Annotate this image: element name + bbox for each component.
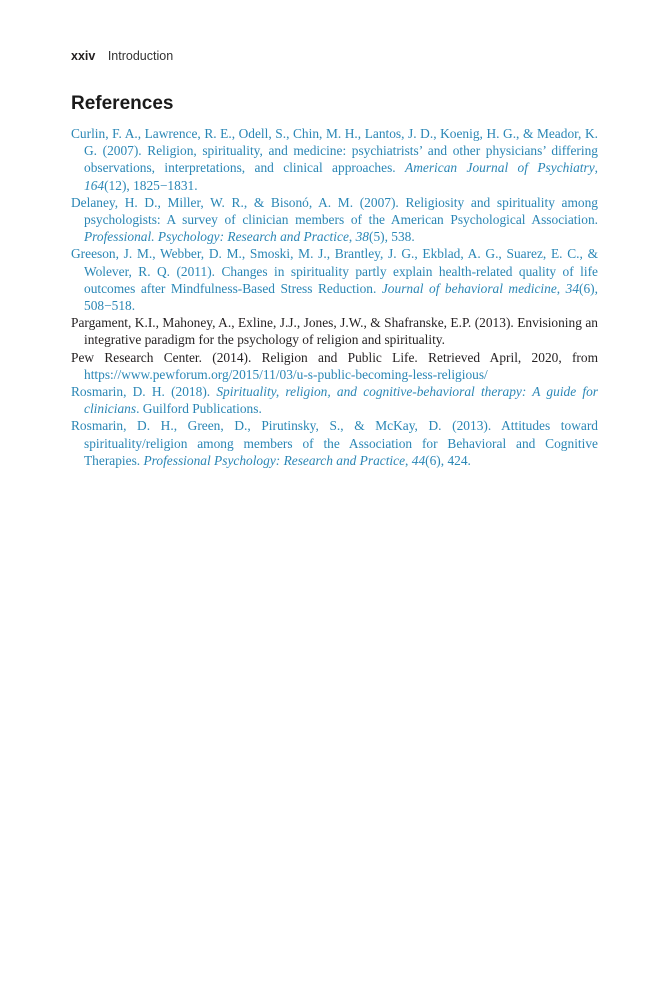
reference-journal: Journal of behavioral medicine [381,280,557,296]
reference-volume: 34 [565,280,580,296]
reference-issue-pages: (5), 538. [368,229,415,245]
reference-greeson-2011[interactable]: Greeson, J. M., Webber, D. M., Smoski, M. J., Brantley, J. G., Ekblad, A. G., Suarez, E. C., & Wolever, R. Q. (2011). Changes in spirituality partly explain health-related quality of life outcomes after Mindfulness-Based Stress Reduction. Journal of behavioral medicine, 34(6), 508−518. [71,246,598,314]
reference-authors: Rosmarin, D. H. (2018). [71,384,211,400]
reference-book-title: Spirituality, religion, and cognitive-behavioral therapy: A guide for clinicians [84,384,599,417]
reference-rosmarin-2018[interactable] [71,383,598,417]
reference-authors: Delaney, H. D., Miller, W. R., & Bisonó, A. M. (2007). [71,194,399,210]
section-title: Introduction [107,49,174,63]
reference-issue-pages: (6), 508−518. [84,280,598,314]
reference-journal: Professional. Psychology: Research and Practice [84,229,349,245]
reference-title: Religion, spirituality, and medicine: psychiatrists’ and other physicians’ differing observations, interpretations, and clinical approaches. [84,143,598,176]
reference-rosmarin-2013[interactable]: Rosmarin, D. H., Green, D., Pirutinsky, S., & McKay, D. (2013). Attitudes toward spirituality/religion among members of the Association for Behavioral and Cognitive Therapies. Professional Psychology: Research and Practice, 44(6), 424. [71,418,598,468]
reference-authors: Curlin, F. A., Lawrence, R. E., Odell, S., Chin, M. H., Lantos, J. D., Koenig, H. G., & Meador, K. G. (2007). [71,126,598,159]
page-number: xxiv [71,49,96,63]
reference-pew-2014 [71,349,598,383]
reference-authors: Greeson, J. M., Webber, D. M., Smoski, M. J., Brantley, J. G., Ekblad, A. G., Suarez, E. C., & Wolever, R. Q. (2011). [71,246,598,279]
reference-title: Changes in spirituality partly explain health-related quality of life outcomes after Mindfulness-Based Stress Reduction. [84,263,598,296]
reference-title: Attitudes toward spirituality/religion among members of the Association for Behavioral and Cognitive Therapies. [84,418,598,468]
reference-volume: 38 [355,229,369,245]
reference-issue-pages: (12), 1825−1831. [104,177,198,193]
reference-title: Religiosity and spirituality among psychologists: A survey of clinician members of the American Psychological Association. [84,194,599,228]
reference-authors: Rosmarin, D. H., Green, D., Pirutinsky, S., & McKay, D. (2013). [71,418,492,434]
reference-curlin-2007[interactable]: Curlin, F. A., Lawrence, R. E., Odell, S., Chin, M. H., Lantos, J. D., Koenig, H. G., & Meador, K. G. (2007). Religion, spirituality, and medicine: psychiatrists’ and other physicians’ differing observations, interpretations, and clinical approaches. American Journal of Psychiatry, 164(12), 1825−1831. [71,126,598,193]
running-head [71,49,173,63]
reference-journal: Professional Psychology: Research and Practice [143,452,406,468]
reference-pargament-2013 [71,314,598,348]
reference-volume: 44 [411,452,426,468]
reference-issue-pages: (6), 424. [425,452,471,468]
reference-text: Pew Research Center. (2014). Religion and Public Life. Retrieved April, 2020, from [71,349,598,365]
references-heading: References [71,93,174,114]
reference-volume: 164 [84,177,105,193]
reference-publisher: . Guilford Publications. [136,401,262,417]
reference-text: Pargament, K.I., Mahoney, A., Exline, J.J., Jones, J.W., & Shafranske, E.P. (2013). Envisioning an integrative paradigm for the psychology of religion and spirituality. [71,315,598,348]
reference-journal: American Journal of Psychiatry [405,160,595,176]
reference-list [71,125,598,469]
reference-delaney-2007[interactable]: Delaney, H. D., Miller, W. R., & Bisonó, A. M. (2007). Religiosity and spirituality among psychologists: A survey of clinician members of the American Psychological Association. Professional. Psychology: Research and Practice, 38(5), 538. [71,194,599,245]
reference-url-link[interactable]: https://www.pewforum.org/2015/11/03/u-s-public-becoming-less-religious/ [84,366,488,382]
